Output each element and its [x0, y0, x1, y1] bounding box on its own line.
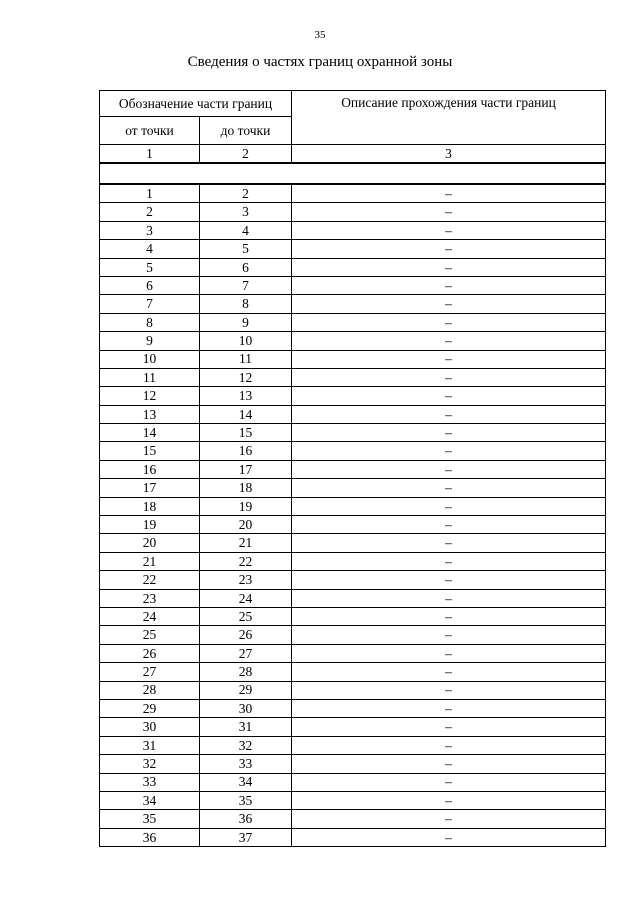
- from-point-cell: 6: [100, 276, 200, 294]
- to-point-cell: 13: [200, 387, 292, 405]
- table-row: [100, 442, 606, 460]
- to-point-cell: 9: [200, 313, 292, 331]
- table-row: [100, 644, 606, 662]
- description-cell: –: [292, 387, 606, 405]
- to-point-cell: 33: [200, 755, 292, 773]
- description-cell: –: [292, 791, 606, 809]
- from-point-cell: 17: [100, 479, 200, 497]
- from-point-cell: 5: [100, 258, 200, 276]
- from-point-cell: 10: [100, 350, 200, 368]
- page-number: 35: [314, 29, 326, 41]
- description-cell: –: [292, 276, 606, 294]
- to-point-cell: 29: [200, 681, 292, 699]
- to-point-cell: 14: [200, 405, 292, 423]
- table-row: [100, 534, 606, 552]
- to-point-cell: 22: [200, 552, 292, 570]
- description-cell: –: [292, 571, 606, 589]
- from-point-cell: 35: [100, 810, 200, 828]
- from-point-cell: 24: [100, 607, 200, 625]
- description-cell: –: [292, 368, 606, 386]
- description-cell: –: [292, 203, 606, 221]
- description-cell: –: [292, 626, 606, 644]
- from-point-cell: 2: [100, 203, 200, 221]
- from-point-cell: 29: [100, 699, 200, 717]
- description-cell: –: [292, 460, 606, 478]
- from-point-cell: 21: [100, 552, 200, 570]
- column-number-1: 1: [100, 145, 200, 164]
- to-point-cell: 5: [200, 240, 292, 258]
- description-cell: –: [292, 295, 606, 313]
- table-row: [100, 791, 606, 809]
- description-cell: –: [292, 350, 606, 368]
- to-point-cell: 4: [200, 221, 292, 239]
- table-row: [100, 755, 606, 773]
- description-cell: –: [292, 810, 606, 828]
- from-point-cell: 16: [100, 460, 200, 478]
- table-row: [100, 424, 606, 442]
- table-row: [100, 479, 606, 497]
- to-point-cell: 21: [200, 534, 292, 552]
- from-point-cell: 26: [100, 644, 200, 662]
- description-cell: –: [292, 442, 606, 460]
- to-point-cell: 11: [200, 350, 292, 368]
- description-cell: –: [292, 552, 606, 570]
- to-point-cell: 3: [200, 203, 292, 221]
- table-row: [100, 184, 606, 203]
- from-point-cell: 3: [100, 221, 200, 239]
- table-row: [100, 571, 606, 589]
- table-row: [100, 203, 606, 221]
- to-point-cell: 34: [200, 773, 292, 791]
- description-cell: –: [292, 644, 606, 662]
- to-point-cell: 26: [200, 626, 292, 644]
- description-cell: –: [292, 828, 606, 846]
- to-point-cell: 30: [200, 699, 292, 717]
- description-cell: –: [292, 534, 606, 552]
- to-point-cell: 17: [200, 460, 292, 478]
- to-point-cell: 23: [200, 571, 292, 589]
- description-cell: –: [292, 681, 606, 699]
- table-row: [100, 497, 606, 515]
- header-part-designation: Обозначение части границ: [100, 91, 292, 117]
- table-row: [100, 626, 606, 644]
- from-point-cell: 27: [100, 663, 200, 681]
- description-cell: –: [292, 755, 606, 773]
- description-cell: –: [292, 516, 606, 534]
- to-point-cell: 25: [200, 607, 292, 625]
- table-row: [100, 387, 606, 405]
- table-row: [100, 516, 606, 534]
- from-point-cell: 1: [100, 184, 200, 203]
- to-point-cell: 7: [200, 276, 292, 294]
- from-point-cell: 12: [100, 387, 200, 405]
- description-cell: –: [292, 184, 606, 203]
- description-cell: –: [292, 258, 606, 276]
- table-row: [100, 221, 606, 239]
- table-row: [100, 718, 606, 736]
- table-row: [100, 368, 606, 386]
- to-point-cell: 18: [200, 479, 292, 497]
- description-cell: –: [292, 479, 606, 497]
- table-row: [100, 663, 606, 681]
- column-number-3: 3: [292, 145, 606, 164]
- from-point-cell: 25: [100, 626, 200, 644]
- from-point-cell: 20: [100, 534, 200, 552]
- table-row: [100, 607, 606, 625]
- table-row: [100, 258, 606, 276]
- description-cell: –: [292, 663, 606, 681]
- from-point-cell: 4: [100, 240, 200, 258]
- table-row: [100, 699, 606, 717]
- to-point-cell: 37: [200, 828, 292, 846]
- table-row: [100, 460, 606, 478]
- table-row: [100, 405, 606, 423]
- to-point-cell: 31: [200, 718, 292, 736]
- from-point-cell: 31: [100, 736, 200, 754]
- table-row: [100, 828, 606, 846]
- from-point-cell: 8: [100, 313, 200, 331]
- from-point-cell: 32: [100, 755, 200, 773]
- to-point-cell: 16: [200, 442, 292, 460]
- description-cell: –: [292, 607, 606, 625]
- to-point-cell: 32: [200, 736, 292, 754]
- table-header: [100, 91, 606, 185]
- to-point-cell: 19: [200, 497, 292, 515]
- table-row: [100, 810, 606, 828]
- from-point-cell: 36: [100, 828, 200, 846]
- from-point-cell: 18: [100, 497, 200, 515]
- to-point-cell: 6: [200, 258, 292, 276]
- header-to-point: до точки: [200, 117, 292, 145]
- table-row: [100, 276, 606, 294]
- description-cell: –: [292, 405, 606, 423]
- to-point-cell: 24: [200, 589, 292, 607]
- to-point-cell: 20: [200, 516, 292, 534]
- column-number-2: 2: [200, 145, 292, 164]
- to-point-cell: 12: [200, 368, 292, 386]
- from-point-cell: 23: [100, 589, 200, 607]
- blank-cell: [100, 163, 606, 184]
- table-row: [100, 313, 606, 331]
- to-point-cell: 8: [200, 295, 292, 313]
- from-point-cell: 30: [100, 718, 200, 736]
- table-row: [100, 295, 606, 313]
- boundary-table: [99, 90, 606, 847]
- description-cell: –: [292, 699, 606, 717]
- from-point-cell: 9: [100, 332, 200, 350]
- table-row: [100, 552, 606, 570]
- description-cell: –: [292, 332, 606, 350]
- table-body: [100, 184, 606, 847]
- description-cell: –: [292, 240, 606, 258]
- description-cell: –: [292, 718, 606, 736]
- from-point-cell: 33: [100, 773, 200, 791]
- from-point-cell: 11: [100, 368, 200, 386]
- from-point-cell: 22: [100, 571, 200, 589]
- description-cell: –: [292, 497, 606, 515]
- description-cell: –: [292, 589, 606, 607]
- to-point-cell: 35: [200, 791, 292, 809]
- column-number-row: [100, 145, 606, 164]
- to-point-cell: 2: [200, 184, 292, 203]
- to-point-cell: 15: [200, 424, 292, 442]
- table-row: [100, 332, 606, 350]
- from-point-cell: 7: [100, 295, 200, 313]
- table-row: [100, 350, 606, 368]
- to-point-cell: 10: [200, 332, 292, 350]
- description-cell: –: [292, 313, 606, 331]
- document-title: Сведения о частях границ охранной зоны: [187, 54, 453, 70]
- from-point-cell: 19: [100, 516, 200, 534]
- from-point-cell: 14: [100, 424, 200, 442]
- to-point-cell: 27: [200, 644, 292, 662]
- description-cell: –: [292, 424, 606, 442]
- from-point-cell: 15: [100, 442, 200, 460]
- table-row: [100, 240, 606, 258]
- header-from-point: от точки: [100, 117, 200, 145]
- description-cell: –: [292, 221, 606, 239]
- header-description: Описание прохождения части границ: [292, 91, 606, 145]
- to-point-cell: 28: [200, 663, 292, 681]
- from-point-cell: 28: [100, 681, 200, 699]
- description-cell: –: [292, 736, 606, 754]
- table-row: [100, 589, 606, 607]
- table-row: [100, 773, 606, 791]
- description-cell: –: [292, 773, 606, 791]
- blank-row: [100, 163, 606, 184]
- to-point-cell: 36: [200, 810, 292, 828]
- from-point-cell: 34: [100, 791, 200, 809]
- from-point-cell: 13: [100, 405, 200, 423]
- table-row: [100, 681, 606, 699]
- table-row: [100, 736, 606, 754]
